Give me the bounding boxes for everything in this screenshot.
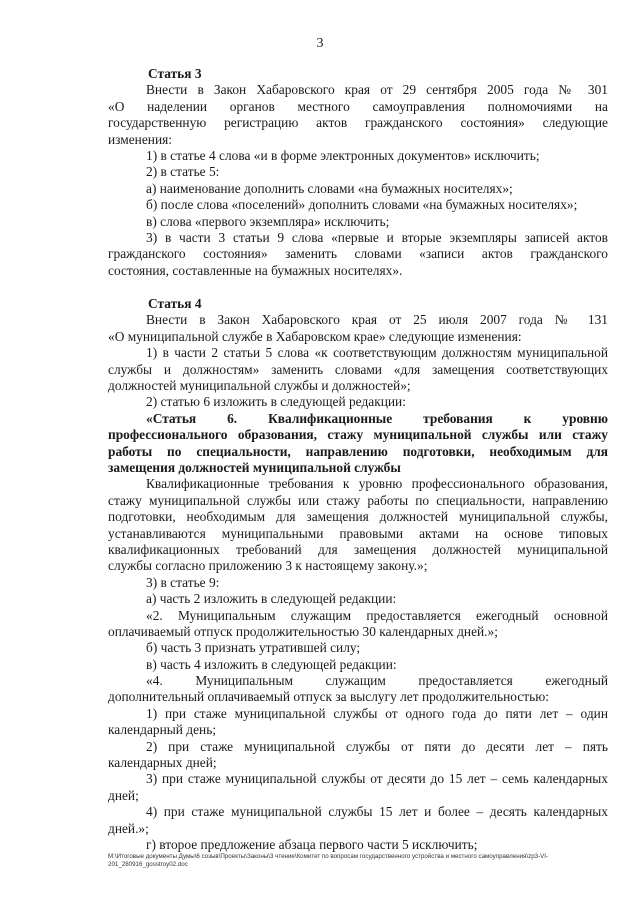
paragraph-line: дней; bbox=[108, 787, 139, 803]
article-4-heading: Статья 4 bbox=[148, 296, 202, 312]
page-number: 3 bbox=[316, 36, 324, 51]
paragraph-line: б) часть 3 признать утратившей силу; bbox=[146, 640, 361, 656]
paragraph-line: в) часть 4 изложить в следующей редакции: bbox=[146, 656, 397, 672]
paragraph-line: 3) в статье 9: bbox=[146, 574, 220, 590]
paragraph-line: дней.»; bbox=[108, 820, 149, 836]
paragraph-line: в) слова «первого экземпляра» исключить; bbox=[146, 213, 390, 229]
paragraph-line: оплачиваемый отпуск продолжительностью 30 календарных дней.»; bbox=[108, 623, 498, 639]
quoted-article-title: «Статья 6. Квалификационные требования к уровню bbox=[146, 410, 608, 426]
paragraph-line: а) часть 2 изложить в следующей редакции: bbox=[146, 591, 397, 607]
paragraph-line: б) после слова «поселений» дополнить словами «на бумажных носителях»; bbox=[146, 197, 578, 213]
paragraph-line: Квалификационные требования к уровню профессионального образования, bbox=[146, 476, 608, 492]
paragraph-line: гражданского состояния» заменить словами «записи актов гражданского bbox=[108, 246, 608, 262]
paragraph-line: службы и должностям» заменить словами «для замещения соответствующих bbox=[108, 361, 608, 377]
footer-path-line: 201_280916_gosstroy02.doc bbox=[108, 861, 188, 868]
file-path-footer bbox=[108, 853, 618, 869]
paragraph-line: стажу муниципальной службы или стажу работы по специальности, направлению bbox=[108, 492, 608, 508]
footer-path-line: M:\Итоговые документы Думы\6 созыв\Проекты\Законы\3 чтение\Комитет по вопросам государственного устройства и местного самоуправления\zp3-VI- bbox=[108, 853, 549, 860]
paragraph-line: 3) при стаже муниципальной службы от десяти до 15 лет – семь календарных bbox=[146, 771, 608, 787]
paragraph-line: «О наделении органов местного самоуправления полномочиями на bbox=[108, 98, 608, 114]
paragraph-line: 1) при стаже муниципальной службы от одного года до пяти лет – один bbox=[146, 705, 608, 721]
paragraph-line: квалификационных требований для замещения должностей муниципальной bbox=[108, 541, 608, 557]
paragraph-line: Внести в Закон Хабаровского края от 29 сентября 2005 года № 301 bbox=[146, 82, 608, 98]
paragraph-line: 2) при стаже муниципальной службы от пяти до десяти лет – пять bbox=[146, 738, 608, 754]
paragraph-line: подготовки, необходимым для замещения должностей муниципальной службы, bbox=[108, 509, 608, 525]
paragraph-line: состояния, составленные на бумажных носителях». bbox=[108, 262, 403, 278]
paragraph-line: 2) в статье 5: bbox=[146, 164, 220, 180]
paragraph-line: а) наименование дополнить словами «на бумажных носителях»; bbox=[146, 180, 513, 196]
paragraph-line: государственную регистрацию актов гражданского состояния» следующие bbox=[108, 115, 608, 131]
paragraph-line: 2) статью 6 изложить в следующей редакции: bbox=[146, 394, 406, 410]
paragraph-line: устанавливаются муниципальными правовыми актами на основе типовых bbox=[108, 525, 608, 541]
paragraph-line: Внести в Закон Хабаровского края от 25 июля 2007 года № 131 bbox=[146, 312, 608, 328]
paragraph-line: «4. Муниципальным служащим предоставляется ежегодный bbox=[146, 673, 608, 689]
paragraph-line: службы согласно приложению 3 к настоящему закону.»; bbox=[108, 558, 428, 574]
quoted-article-title: профессионального образования, стажу муниципальной службы или стажу bbox=[108, 427, 608, 443]
paragraph-line: дополнительный оплачиваемый отпуск за выслугу лет продолжительностью: bbox=[108, 689, 549, 705]
document-body bbox=[108, 66, 608, 853]
paragraph-line: 4) при стаже муниципальной службы 15 лет и более – десять календарных bbox=[146, 804, 608, 820]
quoted-article-title: работы по специальности, направлению подготовки, необходимым для bbox=[108, 443, 608, 459]
paragraph-line: 3) в части 3 статьи 9 слова «первые и вторые экземпляры записей актов bbox=[146, 229, 608, 245]
paragraph-line: изменения: bbox=[108, 131, 173, 147]
paragraph-line: календарных дней; bbox=[108, 755, 217, 771]
paragraph-line: «О муниципальной службе в Хабаровском крае» следующие изменения: bbox=[108, 328, 522, 344]
paragraph-line: «2. Муниципальным служащим предоставляется ежегодный основной bbox=[146, 607, 608, 623]
article-3-heading: Статья 3 bbox=[148, 66, 202, 81]
paragraph-line: г) второе предложение абзаца первого части 5 исключить; bbox=[146, 836, 478, 852]
paragraph-line: 1) в статье 4 слова «и в форме электронных документов» исключить; bbox=[146, 147, 540, 163]
paragraph-line: календарный день; bbox=[108, 722, 217, 738]
paragraph-line: 1) в части 2 статьи 5 слова «к соответствующим должностям муниципальной bbox=[146, 345, 608, 361]
paragraph-line: должностей муниципальной службы и должностей»; bbox=[108, 378, 411, 394]
quoted-article-title: замещения должностей муниципальной службы bbox=[108, 459, 401, 475]
